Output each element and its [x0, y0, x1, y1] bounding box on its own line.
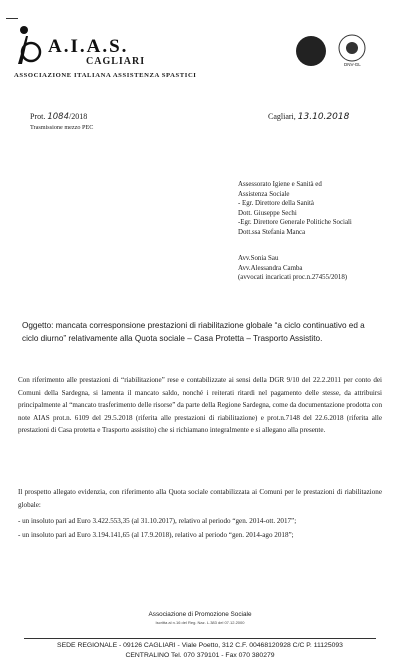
body-list-item-1: - un insoluto pari ad Euro 3.422.553,35 (al 31.10.2017), relativo al periodo “gen. 2014-ott. 2017”; [18, 517, 297, 525]
place-date [268, 112, 349, 122]
org-name: A.I.A.S. [48, 36, 129, 57]
recipient-line: Dott. Giuseppe Sechi [238, 209, 297, 217]
footer-registration: Iscritta al n.16 del Reg. Naz. L.383 del 07.12.2000 [155, 620, 245, 625]
date: 13.10.2018 [297, 112, 350, 122]
recipients-block-2 [238, 254, 347, 283]
org-full-name: ASSOCIAZIONE ITALIANA ASSISTENZA SPASTICI [14, 72, 197, 79]
protocol-year: /2018 [68, 112, 88, 121]
body-list-item-2: - un insoluto pari ad Euro 3.194.141,65 (al 17.9.2018), relativo al periodo “gen. 2014-ago 2018”; [18, 531, 294, 539]
recipient-line: - Egr. Direttore della Sanità [238, 200, 314, 208]
recipient-line: Avv.Alessandra Camba [238, 264, 303, 272]
footer-phone: CENTRALINO Tel. 070 379101 - Fax 070 380279 [125, 652, 275, 659]
subject [22, 320, 382, 345]
protocol-prefix: Prot. [30, 112, 46, 121]
body-paragraph-1: Con riferimento alle prestazioni di “riabilitazione” rese e contabilizzate ai sensi della DGR 9/10 del 22.2.2011 per conto dei Comuni della Sardegna, si lamenta il mancato saldo, nonché i reiterati ritardi nel pagamento delle stesse, da attribuirsi principalmente al “mancato trasferimento delle risorse” da parte della Regione Sardegna, come da documentazione prodotta con note AIAS prot.n. 6109 del 29.5.2018 (riferita alle prestazioni di riabilitazione) e prot.n.7148 del 22.6.2018 (riferita alle prestazioni di Casa protetta e Trasporto assistito) che si richiamano integralmente e si allegano alla presente. [18, 376, 382, 435]
org-city: CAGLIARI [86, 56, 146, 67]
certification-seal-icon [296, 36, 326, 66]
cert-label: DNV-GL [344, 62, 361, 67]
recipient-line: -Egr. Direttore Generale Politiche Sociali [238, 219, 352, 227]
protocol-line [30, 112, 87, 122]
recipient-line: Dott.ssa Stefania Manca [238, 228, 306, 236]
place: Cagliari, [268, 112, 296, 121]
footer-address: SEDE REGIONALE - 09126 CAGLIARI - Viale Poetto, 312 C.F. 00468120928 C/C P. 11125093 [57, 642, 343, 649]
transmission-note: Trasmissione mezzo PEC [30, 124, 94, 131]
recipients-block-1 [238, 180, 352, 238]
subject-label: Oggetto: [22, 321, 54, 330]
footer-assoc: Associazione di Promozione Sociale [148, 611, 252, 618]
recipient-line: (avvocati incaricati proc.n.27455/2018) [238, 274, 348, 282]
corner-mark [6, 18, 18, 19]
recipient-line: Assessorato Igiene e Sanità ed [238, 181, 322, 188]
subject-text: mancata corresponsione prestazioni di riabilitazione globale “a ciclo continuativo ed a ciclo diurno” relativamente alla Quota sociale – Casa Protetta – Trasporto Assistito. [22, 321, 365, 343]
footer-divider [24, 638, 376, 639]
body-paragraph-2: Il prospetto allegato evidenzia, con riferimento alla Quota sociale contabilizzata ai Comuni per le prestazioni di riabilitazione globale: [18, 488, 382, 509]
aias-logo-icon [14, 22, 42, 66]
protocol-number: 1084 [47, 112, 69, 122]
recipient-line: Avv.Sonia Sau [238, 255, 279, 262]
recipient-line: Assistenza Sociale [238, 190, 290, 198]
